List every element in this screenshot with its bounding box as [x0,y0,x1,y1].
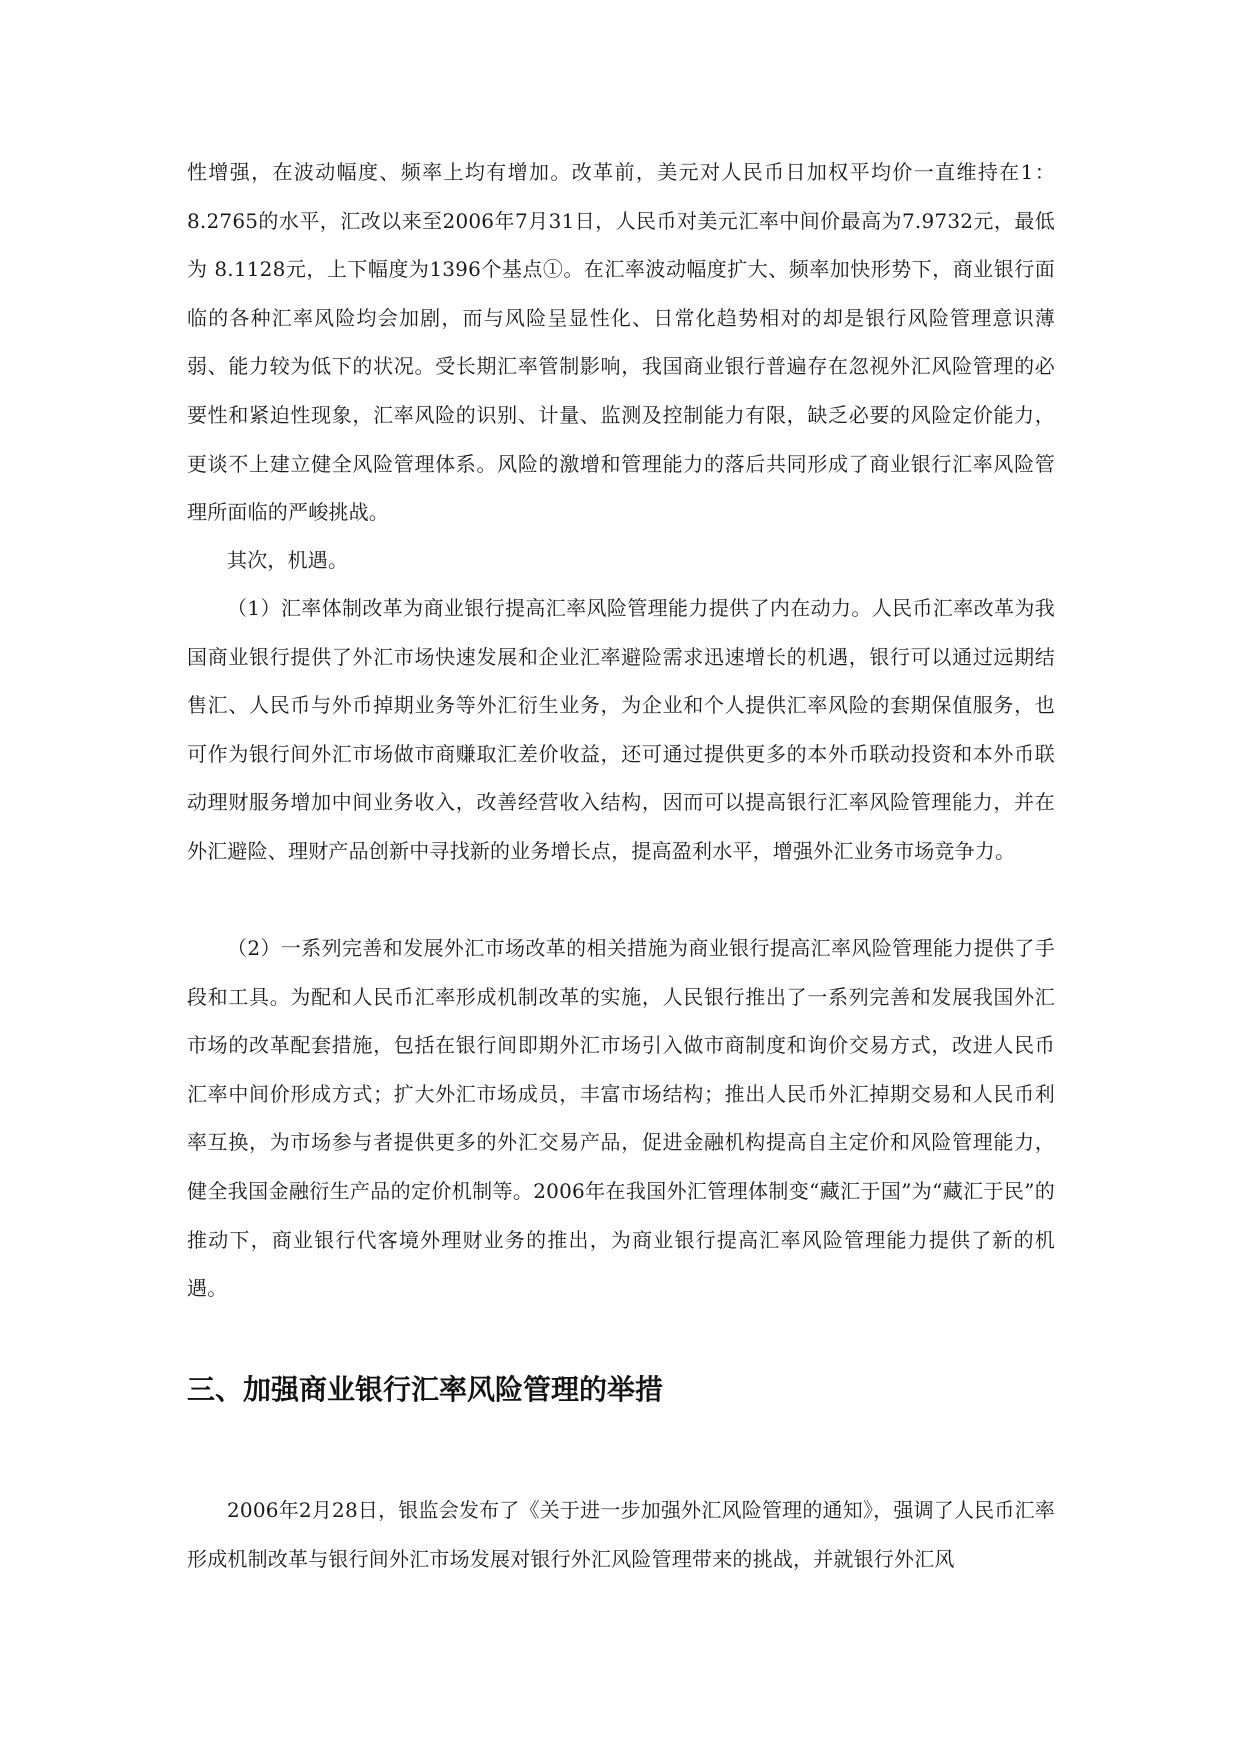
body-paragraph-opportunity-intro: 其次，机遇。 [227,548,349,572]
body-paragraph-measures: 2006年2月28日，银监会发布了《关于进一步加强外汇风险管理的通知》，强调了人民币汇率形成机制改革与银行间外汇市场发展对银行外汇风险管理带来的挑战，并就银行外汇风 [187,1498,1055,1571]
section-heading: 三、加强商业银行汇率风险管理的举措 [187,1373,664,1406]
body-paragraph-opportunity-2: （2）一系列完善和发展外汇市场改革的相关措施为商业银行提高汇率风险管理能力提供了手段和工具。为配和人民币汇率形成机制改革的实施，人民银行推出了一系列完善和发展我国外汇市场的改革配套措施，包括在银行间即期外汇市场引入做市商制度和询价交易方式，改进人民币汇率中间价形成方式；扩大外汇市场成员，丰富市场结构；推出人民币外汇掉期交易和人民币利率互换，为市场参与者提供更多的外汇交易产品，促进金融机构提高自主定价和风险管理能力，健全我国金融衍生产品的定价机制等。2006年在我国外汇管理体制变“藏汇于国”为“藏汇于民”的推动下，商业银行代客境外理财业务的推出，为商业银行提高汇率风险管理能力提供了新的机遇。 [187,936,1055,1301]
body-paragraph-opportunity-1: （1）汇率体制改革为商业银行提高汇率风险管理能力提供了内在动力。人民币汇率改革为我国商业银行提供了外汇市场快速发展和企业汇率避险需求迅速增长的机遇，银行可以通过远期结售汇、人民币与外币掉期业务等外汇衍生业务，为企业和个人提供汇率风险的套期保值服务，也可作为银行间外汇市场做市商赚取汇差价收益，还可通过提供更多的本外币联动投资和本外币联动理财服务增加中间业务收入，改善经营收入结构，因而可以提高银行汇率风险管理能力，并在外汇避险、理财产品创新中寻找新的业务增长点，提高盈利水平，增强外汇业务市场竞争力。 [187,596,1055,863]
body-paragraph-challenge: 性增强，在波动幅度、频率上均有增加。改革前，美元对人民币日加权平均价一直维持在1：8.2765的水平，汇改以来至2006年7月31日，人民币对美元汇率中间价最高为7.9732元，最低为 8.1128元，上下幅度为1396个基点①。在汇率波动幅度扩大、频率加快形势下，商业银行面临的各种汇率风险均会加剧，而与风险呈显性化、日常化趋势相对的却是银行风险管理意识薄弱、能力较为低下的状况。受长期汇率管制影响，我国商业银行普遍存在忽视外汇风险管理的必要性和紧迫性现象，汇率风险的识别、计量、监测及控制能力有限，缺乏必要的风险定价能力，更谈不上建立健全风险管理体系。风险的激增和管理能力的落后共同形成了商业银行汇率风险管理所面临的严峻挑战。 [187,160,1055,525]
